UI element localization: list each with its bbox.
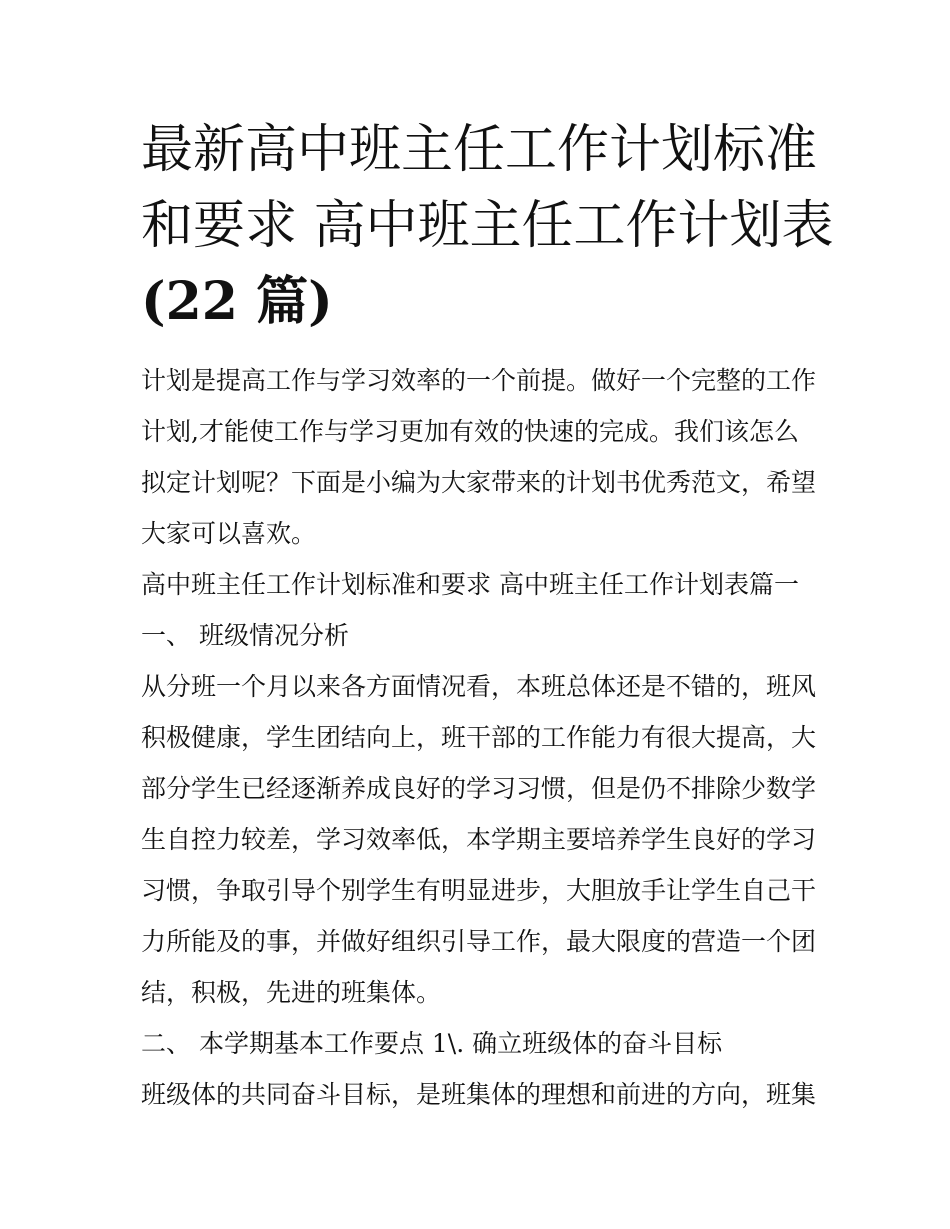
analysis-line-5: 习惯，争取引导个别学生有明显进步，大胆放手让学生自己干	[141, 876, 817, 905]
intro-line-3: 拟定计划呢？下面是小编为大家带来的计划书优秀范文，希望	[141, 468, 817, 497]
analysis-line-7: 结，积极，先进的班集体。	[141, 978, 442, 1007]
title-line-3: (22 篇)	[141, 271, 333, 332]
analysis-line-4: 生自控力较差，学习效率低，本学期主要培养学生良好的学习	[141, 825, 817, 854]
analysis-line-2: 积极健康，学生团结向上，班干部的工作能力有很大提高，大	[141, 723, 817, 752]
section-heading: 高中班主任工作计划标准和要求 高中班主任工作计划表篇一	[141, 570, 799, 599]
title-line-1: 最新高中班主任工作计划标准	[141, 120, 818, 180]
goal-line-1: 班级体的共同奋斗目标，是班集体的理想和前进的方向，班集	[141, 1080, 817, 1109]
intro-line-1: 计划是提高工作与学习效率的一个前提。做好一个完整的工作	[141, 366, 817, 395]
document-body	[141, 355, 831, 1120]
analysis-line-3: 部分学生已经逐渐养成良好的学习习惯，但是仍不排除少数学	[141, 774, 817, 803]
document-title	[141, 112, 834, 340]
analysis-line-6: 力所能及的事，并做好组织引导工作，最大限度的营造一个团	[141, 927, 817, 956]
intro-line-2: 计划,才能使工作与学习更加有效的快速的完成。我们该怎么	[141, 417, 799, 446]
subheading-work-points: 二、 本学期基本工作要点 1\. 确立班级体的奋斗目标	[141, 1029, 723, 1058]
analysis-line-1: 从分班一个月以来各方面情况看，本班总体还是不错的，班风	[141, 672, 817, 701]
intro-line-4: 大家可以喜欢。	[141, 519, 317, 548]
title-line-2: 和要求 高中班主任工作计划表	[141, 196, 834, 256]
subheading-class-analysis: 一、 班级情况分析	[141, 621, 349, 650]
